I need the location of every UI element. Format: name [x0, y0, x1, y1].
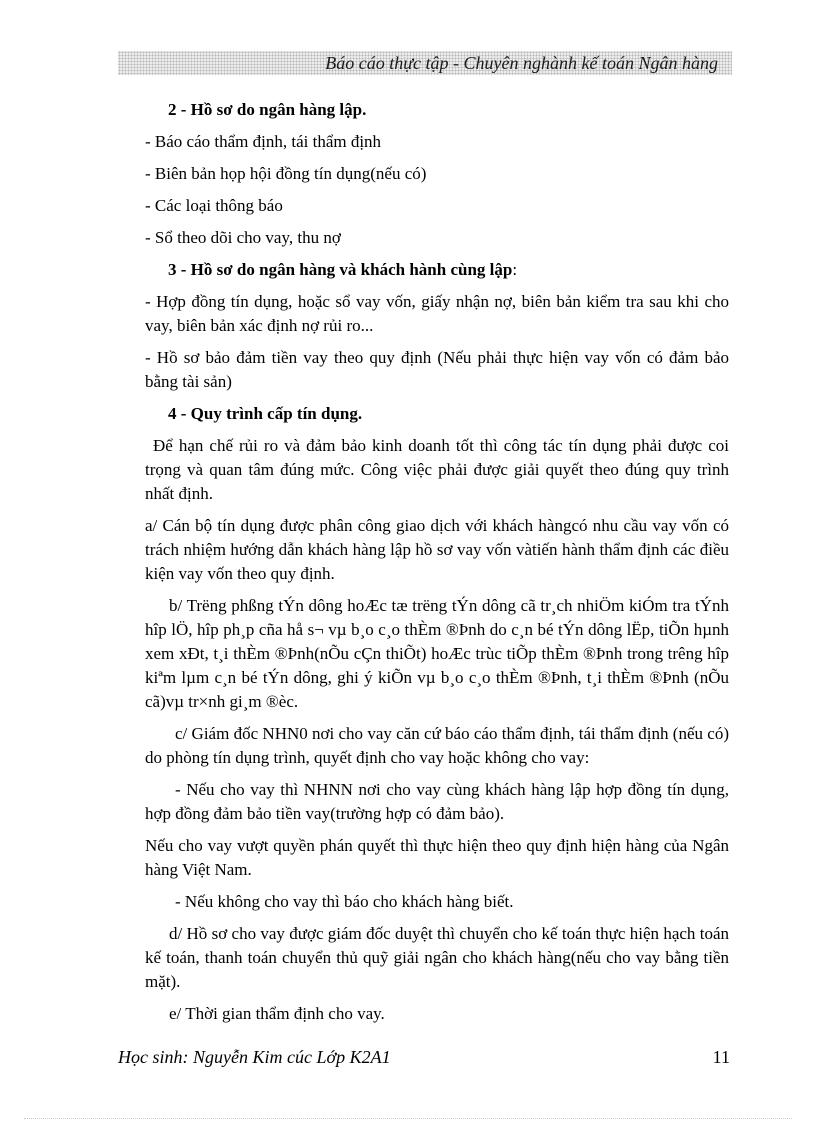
list-item: - Các loại thông báo	[145, 196, 283, 215]
section-3-heading-colon: :	[512, 260, 518, 279]
section-4-intro: Để hạn chế rủi ro và đảm bảo kinh doanh tốt thì công tác tín dụng phải được coi trọng và quan tâm đúng mức. Công việc phải được giải quyết theo đúng quy trình nhất định.	[145, 436, 729, 503]
report-title: Báo cáo thực tập - Chuyên nghành kế toán Ngân hàng	[325, 53, 718, 73]
list-item: - Báo cáo thẩm định, tái thẩm định	[145, 132, 382, 151]
list-item: - Biên bản họp hội đồng tín dụng(nếu có)	[145, 164, 427, 183]
student-info: Học sinh: Nguyễn Kim cúc Lớp K2A1	[118, 1047, 391, 1067]
page-number: 11	[712, 1047, 730, 1067]
document-body	[145, 98, 729, 1026]
section-4-heading: 4 - Quy trình cấp tín dụng.	[168, 404, 363, 423]
bottom-divider	[24, 1118, 792, 1119]
section-3-heading	[168, 258, 729, 282]
section-2-heading: 2 - Hồ sơ do ngân hàng lập.	[168, 100, 367, 119]
section-3-item: - Hợp đồng tín dụng, hoặc sổ vay vốn, giấy nhận nợ, biên bản kiểm tra sau khi cho vay, biên bản xác định nợ rủi ro...	[145, 292, 729, 335]
paragraph-a: a/ Cán bộ tín dụng được phân công giao dịch với khách hàngcó nhu cầu vay vốn có trách nhiệm hướng dẫn khách hàng lập hồ sơ vay vốn vàtiến hành thẩm định các điều kiện vay vốn theo quy định.	[145, 516, 729, 583]
paragraph-c: c/ Giám đốc NHN0 nơi cho vay căn cứ báo cáo thẩm định, tái thẩm định (nếu có) do phòng tín dụng trình, quyết định cho vay hoặc không cho vay:	[145, 724, 729, 767]
list-item: - Sổ theo dõi cho vay, thu nợ	[145, 228, 341, 247]
paragraph-d: d/ Hồ sơ cho vay được giám đốc duyệt thì chuyển cho kế toán thực hiện hạch toán kế toán, thanh toán chuyển thủ quỹ giải ngân cho khách hàng(nếu cho vay bằng tiền mặt).	[145, 924, 729, 991]
page-header	[118, 51, 732, 75]
page-footer	[118, 1047, 730, 1073]
paragraph-b: b/ Trëng phßng tÝn dông hoÆc tæ trëng tÝn dông cã tr¸ch nhiÖm kiÓm tra tÝnh hîp lÖ, hîp ph¸p cña hå s¬ vµ b¸o c¸o thÈm ®Þnh do c¸n bé tÝn dông lËp, tiÕn hµnh xem xÐt, t¸i thÈm ®Þnh(nÕu cÇn thiÕt) hoÆc trùc tiÕp thÈm ®Þnh trong trêng hîp kiªm lµm c¸n bé tÝn dông, ghi ý kiÕn vµ b¸o c¸o thÈm ®Þnh, t¸i thÈm ®Þnh (nÕu cã)vµ tr×nh gi¸m ®èc.	[145, 596, 729, 711]
section-3-heading-text: 3 - Hồ sơ do ngân hàng và khách hành cùng lập	[168, 260, 513, 279]
paragraph-e: e/ Thời gian thẩm định cho vay.	[169, 1004, 385, 1023]
paragraph-c-sub: - Nếu không cho vay thì báo cho khách hàng biết.	[175, 892, 514, 911]
paragraph-c-note: Nếu cho vay vượt quyền phán quyết thì thực hiện theo quy định hiện hàng của Ngân hàng Việt Nam.	[145, 836, 729, 879]
paragraph-c-sub: - Nếu cho vay thì NHNN nơi cho vay cùng khách hàng lập hợp đồng tín dụng, hợp đồng đảm bảo tiền vay(trường hợp có đảm bảo).	[145, 780, 729, 823]
section-3-item: - Hồ sơ bảo đảm tiền vay theo quy định (Nếu phải thực hiện vay vốn có đảm bảo bằng tài sản)	[145, 348, 729, 391]
